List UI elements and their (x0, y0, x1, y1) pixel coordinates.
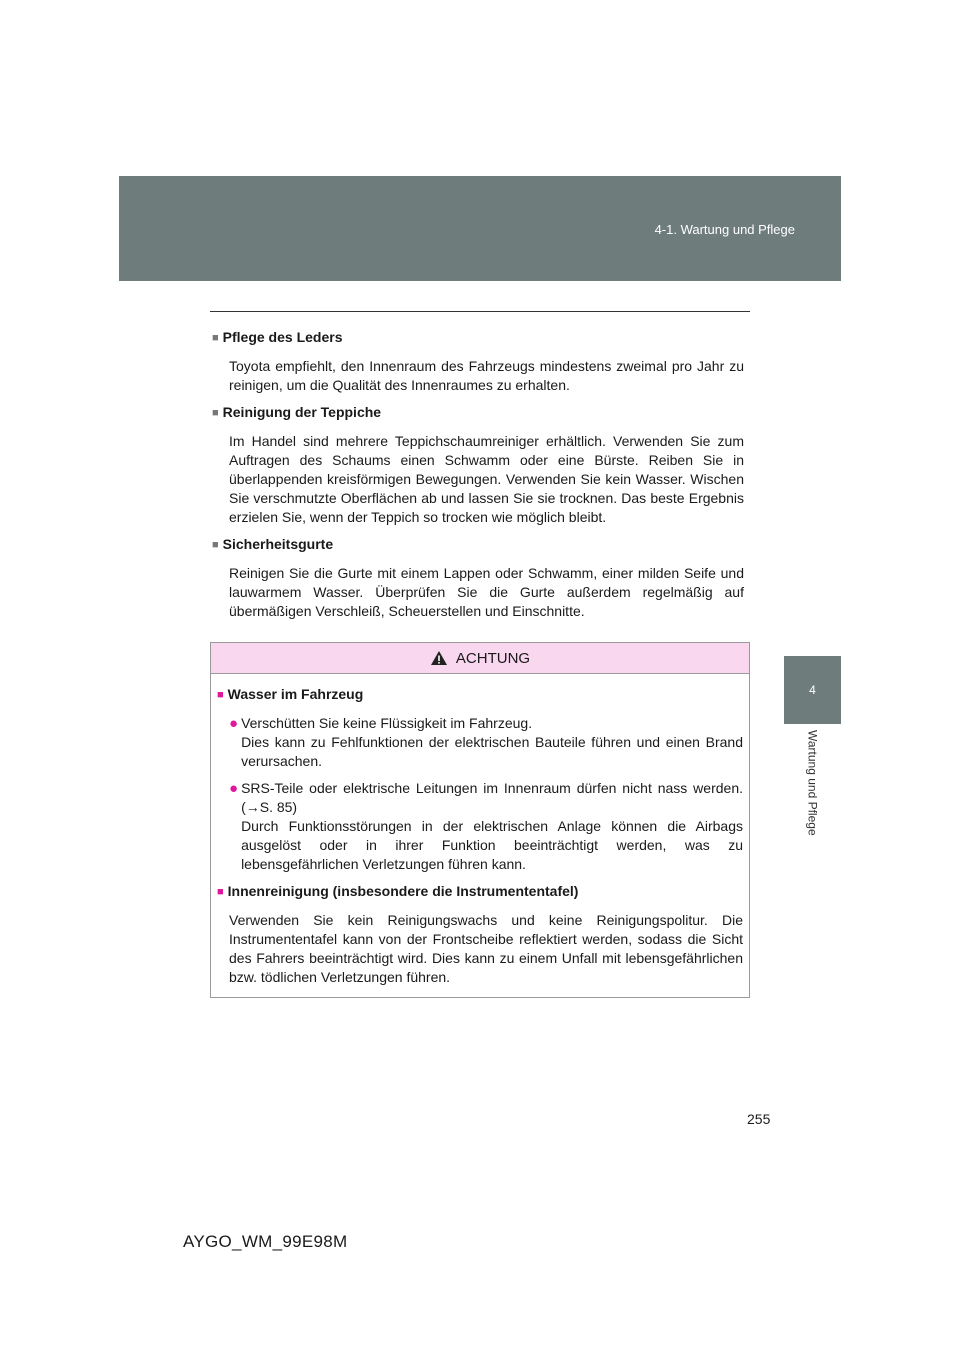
bullet-line: Durch Funktionsstörungen in der elektrischen Anlage können die Airbags ausgelöst oder in ihrer Funktion beeinträchtigt werden, was zu lebensgefährlichen Verletzungen führen kann. (241, 818, 743, 872)
square-bullet-icon: ■ (217, 886, 224, 898)
bullet-line: SRS-Teile oder elektrische Leitungen im Innenraum dürfen nicht nass werden. (→S. 85) (241, 780, 743, 815)
warning-bullet (229, 779, 743, 874)
warning-triangle-icon (430, 650, 448, 666)
section-title: ■ Sicherheitsgurte (212, 536, 334, 552)
bullet-line: Verschütten Sie keine Flüssigkeit im Fahrzeug. (241, 715, 533, 731)
warning-box (210, 642, 750, 998)
page-number: 255 (747, 1111, 771, 1127)
chapter-label: Wartung und Pflege (805, 730, 820, 836)
warning-header (211, 643, 749, 674)
section-header-title: 4-1. Wartung und Pflege (654, 222, 795, 237)
section-title: ■ Pflege des Leders (212, 329, 343, 345)
warning-section-title: ■ Innenreinigung (insbesondere die Instrumententafel) (217, 883, 579, 899)
header-band (119, 176, 841, 281)
warning-section-title: ■ Wasser im Fahrzeug (217, 686, 364, 702)
main-content (212, 328, 744, 629)
square-bullet-icon: ■ (212, 539, 219, 551)
warning-body (211, 674, 749, 987)
square-bullet-icon: ■ (212, 332, 219, 344)
section-body: Im Handel sind mehrere Teppichschaumreiniger erhältlich. Verwenden Sie zum Auftragen des Schaums einen Schwamm oder eine Bürste. Reiben Sie in überlappenden kreisförmigen Bewegungen. Verwenden Sie kein Wasser. Wischen Sie verschmutzte Oberflächen ab und lassen Sie sie trocknen. Das beste Ergebnis erzielen Sie, wenn der Teppich so trocken wie möglich bleibt. (229, 433, 744, 525)
square-bullet-icon: ■ (212, 407, 219, 419)
warning-title: ACHTUNG (455, 649, 531, 667)
section-title: ■ Reinigung der Teppiche (212, 404, 382, 420)
bullet-line: Dies kann zu Fehlfunktionen der elektrischen Bauteile führen und einen Brand verursachen. (241, 734, 743, 769)
chapter-number: 4 (809, 683, 816, 697)
section-body: Reinigen Sie die Gurte mit einem Lappen oder Schwamm, einer milden Seife und lauwarmem Wasser. Überprüfen Sie die Gurte außerdem regelmäßig auf übermäßigen Verschleiß, Scheuerstellen und Einschnitte. (229, 565, 744, 619)
chapter-tab[interactable] (784, 656, 841, 724)
round-bullet-icon: ● (229, 715, 239, 732)
warning-bullet (229, 714, 743, 771)
section-divider (210, 311, 750, 312)
round-bullet-icon: ● (229, 780, 239, 797)
section-body: Toyota empfiehlt, den Innenraum des Fahrzeugs mindestens zweimal pro Jahr zu reinigen, um die Qualität des Innenraumes zu erhalten. (229, 358, 744, 393)
warning-paragraph: Verwenden Sie kein Reinigungswachs und keine Reinigungspolitur. Die Instrumententafel kann von der Frontscheibe reflektiert werden, sodass die Sicht des Fahrers beeinträchtigt wird. Dies kann zu einem Unfall mit lebensgefährlichen bzw. tödlichen Verletzungen führen. (229, 912, 743, 985)
document-code: AYGO_WM_99E98M (183, 1232, 348, 1251)
square-bullet-icon: ■ (217, 689, 224, 701)
chapter-side-label (784, 730, 841, 870)
